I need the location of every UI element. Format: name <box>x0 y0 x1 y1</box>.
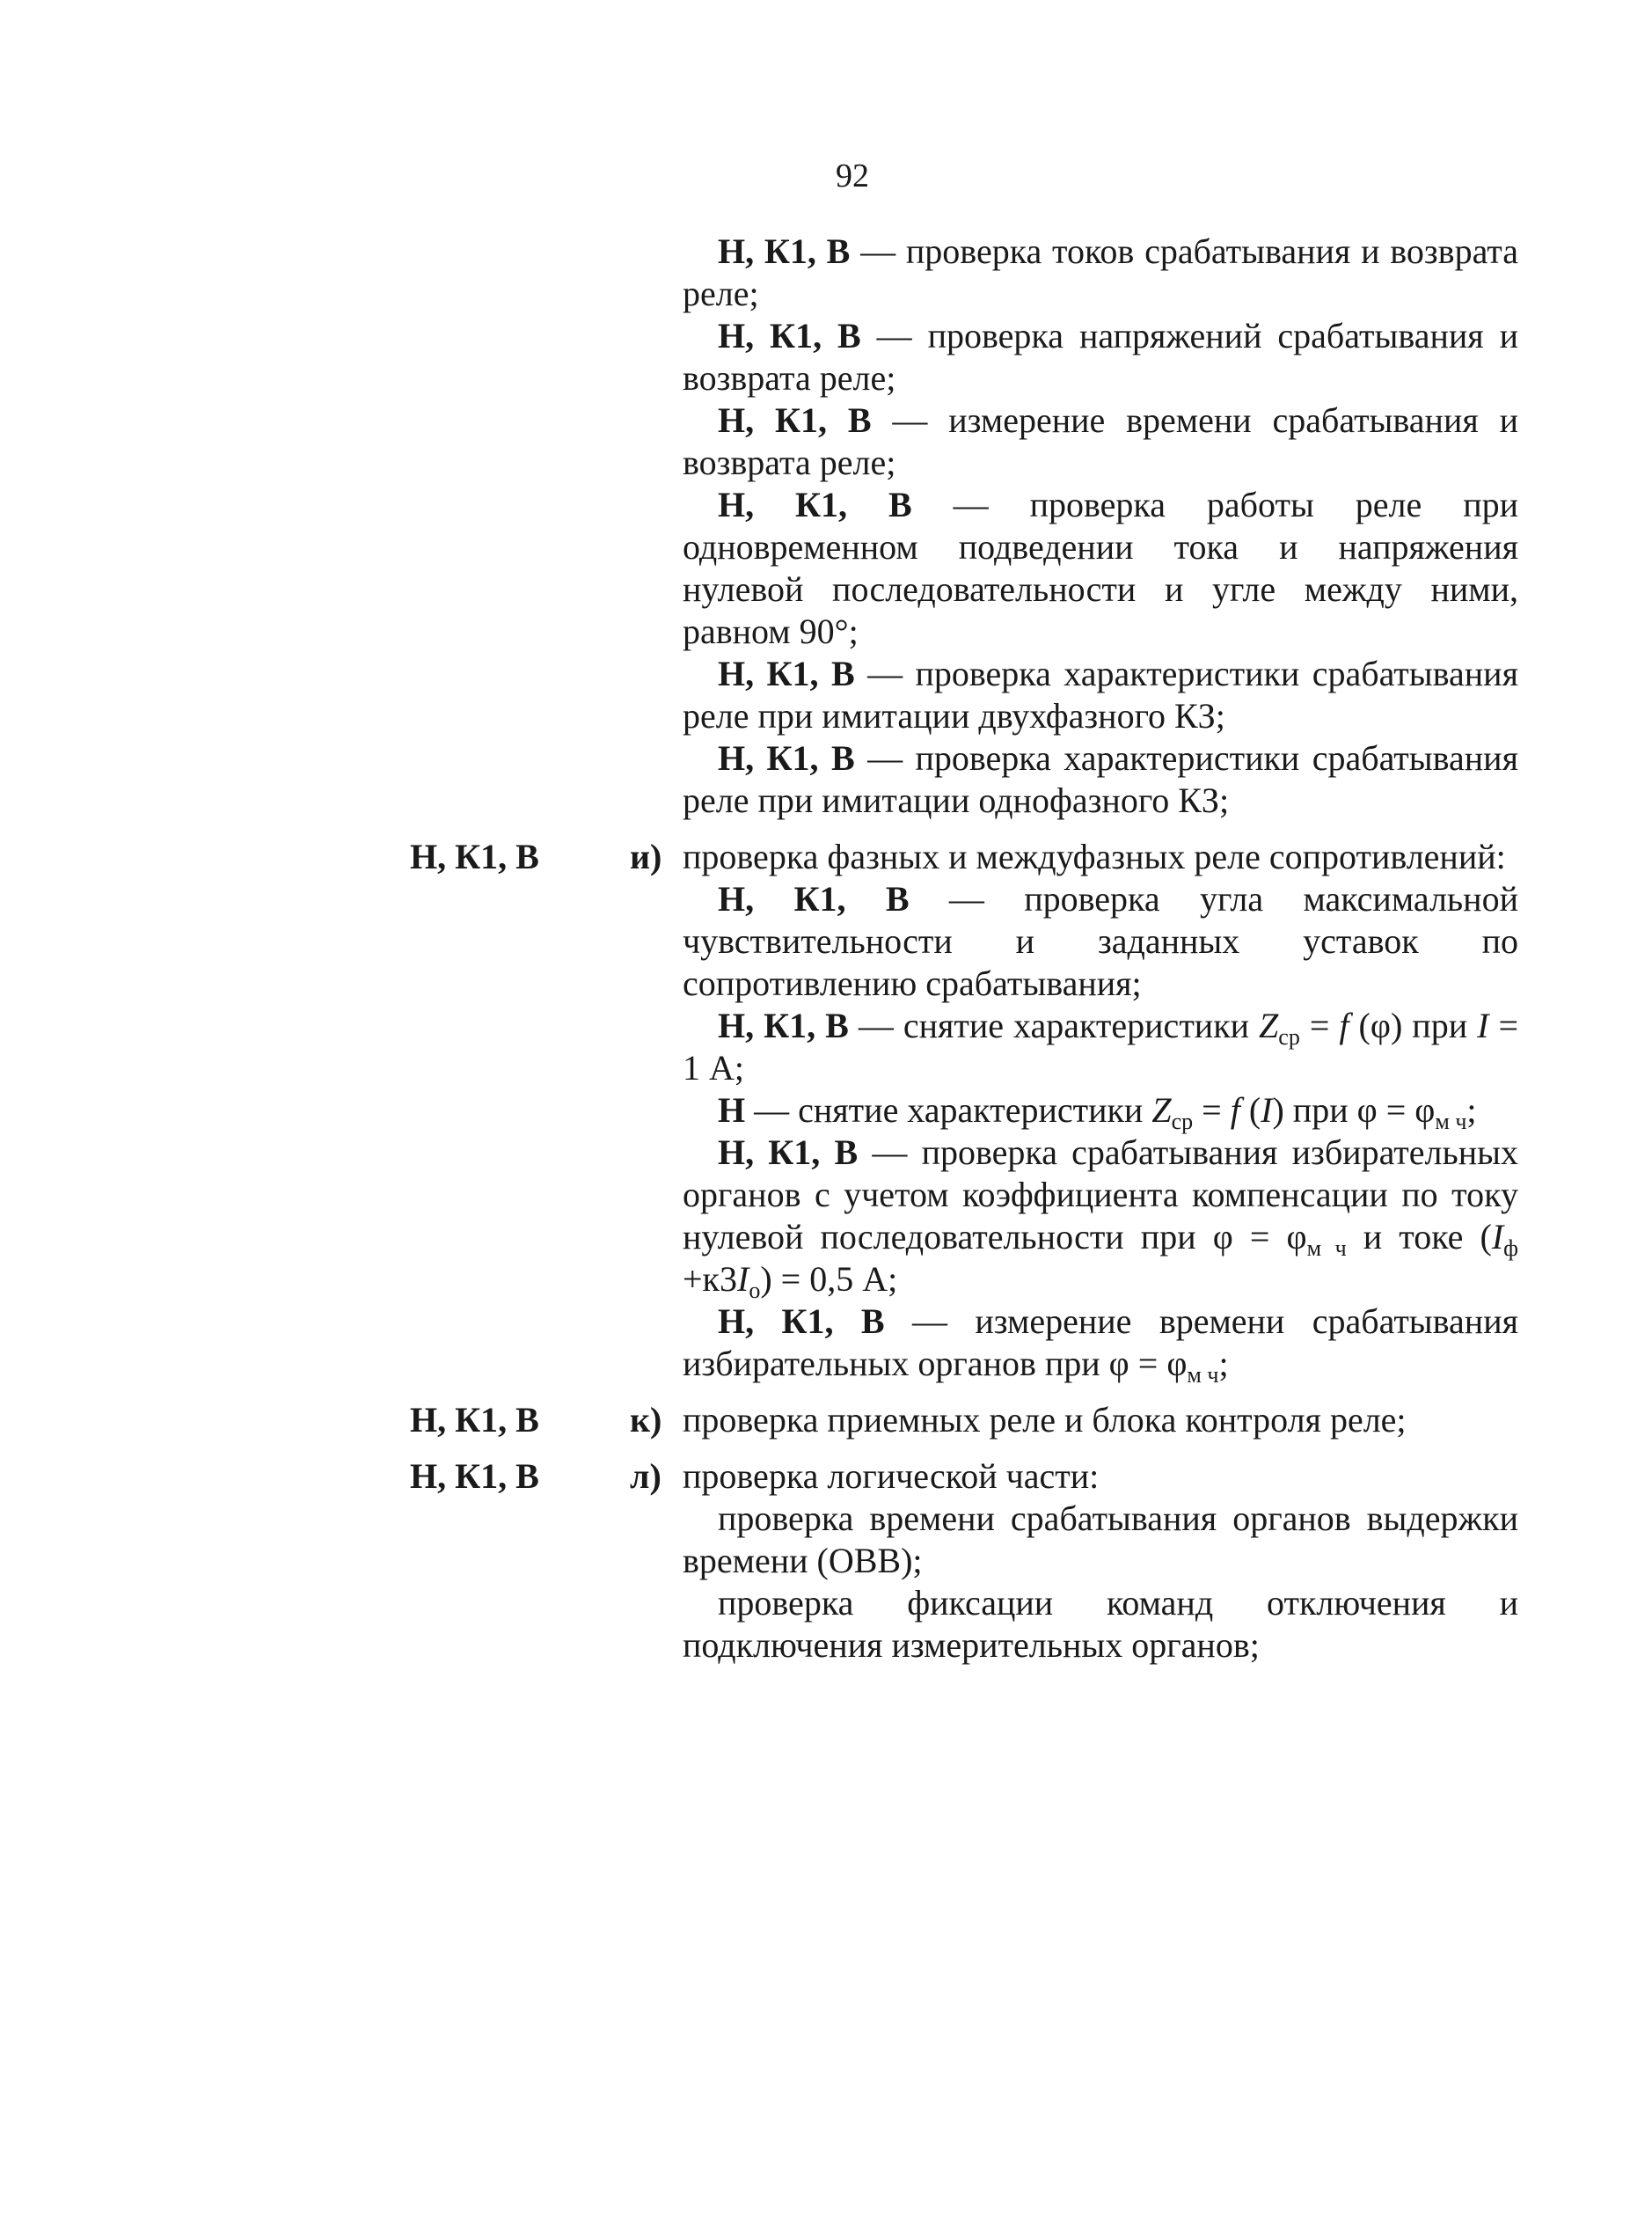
document-body <box>410 231 1519 1667</box>
item-k <box>410 1399 1518 1441</box>
control-code: Н, К1, В <box>718 316 861 355</box>
item-heading: проверка приемных реле и блока контроля реле; <box>683 1400 1407 1440</box>
control-code: Н, К1, В <box>718 654 855 693</box>
item-letter: к) <box>630 1400 662 1440</box>
list-item: Н, К1, В — проверка угла максимальной чувствительности и заданных уставок по сопротивлению срабатывания; <box>683 879 1518 1003</box>
side-control-code: Н, К1, В <box>410 1400 539 1440</box>
list-item: Н, К1, В — проверка работы реле при одновременном подведении тока и напряжения нулевой последовательности и угле между ними, равном 90°; <box>683 485 1519 651</box>
side-control-code: Н, К1, В <box>410 837 539 876</box>
list-item: Н — снятие характеристики $Z_{ср} = f$ (I) при $\varphi = \varphi_{м ч}$; <box>718 1090 1477 1134</box>
item-l <box>410 1455 1518 1667</box>
list-item: Н, К1, В — измерение времени срабатывания и возврата реле; <box>683 400 1519 482</box>
control-code: Н, К1, В <box>718 485 912 524</box>
item-heading: проверка фазных и междуфазных реле сопротивлений: <box>683 837 1506 876</box>
item-heading: проверка логической части: <box>683 1456 1100 1496</box>
control-code: Н, К1, В <box>718 738 855 778</box>
page-number: 92 <box>836 158 869 194</box>
list-item: Н, К1, В — проверка напряжений срабатывания и возврата реле; <box>683 316 1519 398</box>
list-item: Н, К1, В — проверка срабатывания избирательных органов с учетом коэффициента компенсации по току нулевой последовательности при $\varphi = \varphi_{м ч}$ и токе $(I_ф +к3I_о) = 0,5$ А; <box>683 1132 1519 1303</box>
list-item: Н, К1, В — снятие характеристики $Z_{ср} = f$ (φ) при I = 1 А; <box>683 1006 1519 1088</box>
list-item: проверка фиксации команд отключения и подключения измерительных органов; <box>683 1583 1518 1665</box>
list-item: Н, К1, В — проверка характеристики срабатывания реле при имитации однофазного КЗ; <box>683 738 1518 820</box>
list-item: Н, К1, В — проверка характеристики срабатывания реле при имитации двухфазного КЗ; <box>683 654 1518 736</box>
list-item: Н, К1, В — измерение времени срабатывания избирательных органов при $\varphi = \varphi_{м ч}$; <box>683 1301 1518 1388</box>
list-item: Н, К1, В — проверка токов срабатывания и возврата реле; <box>683 231 1519 313</box>
side-control-code: Н, К1, В <box>410 1456 539 1496</box>
item-i <box>410 836 1519 1388</box>
item-letter: л) <box>630 1456 662 1496</box>
control-code: Н, К1, В <box>718 400 872 440</box>
control-code: Н, К1, В <box>718 231 851 271</box>
item-letter: и) <box>630 837 662 876</box>
list-item: проверка времени срабатывания органов выдержки времени (ОВВ); <box>683 1498 1518 1580</box>
